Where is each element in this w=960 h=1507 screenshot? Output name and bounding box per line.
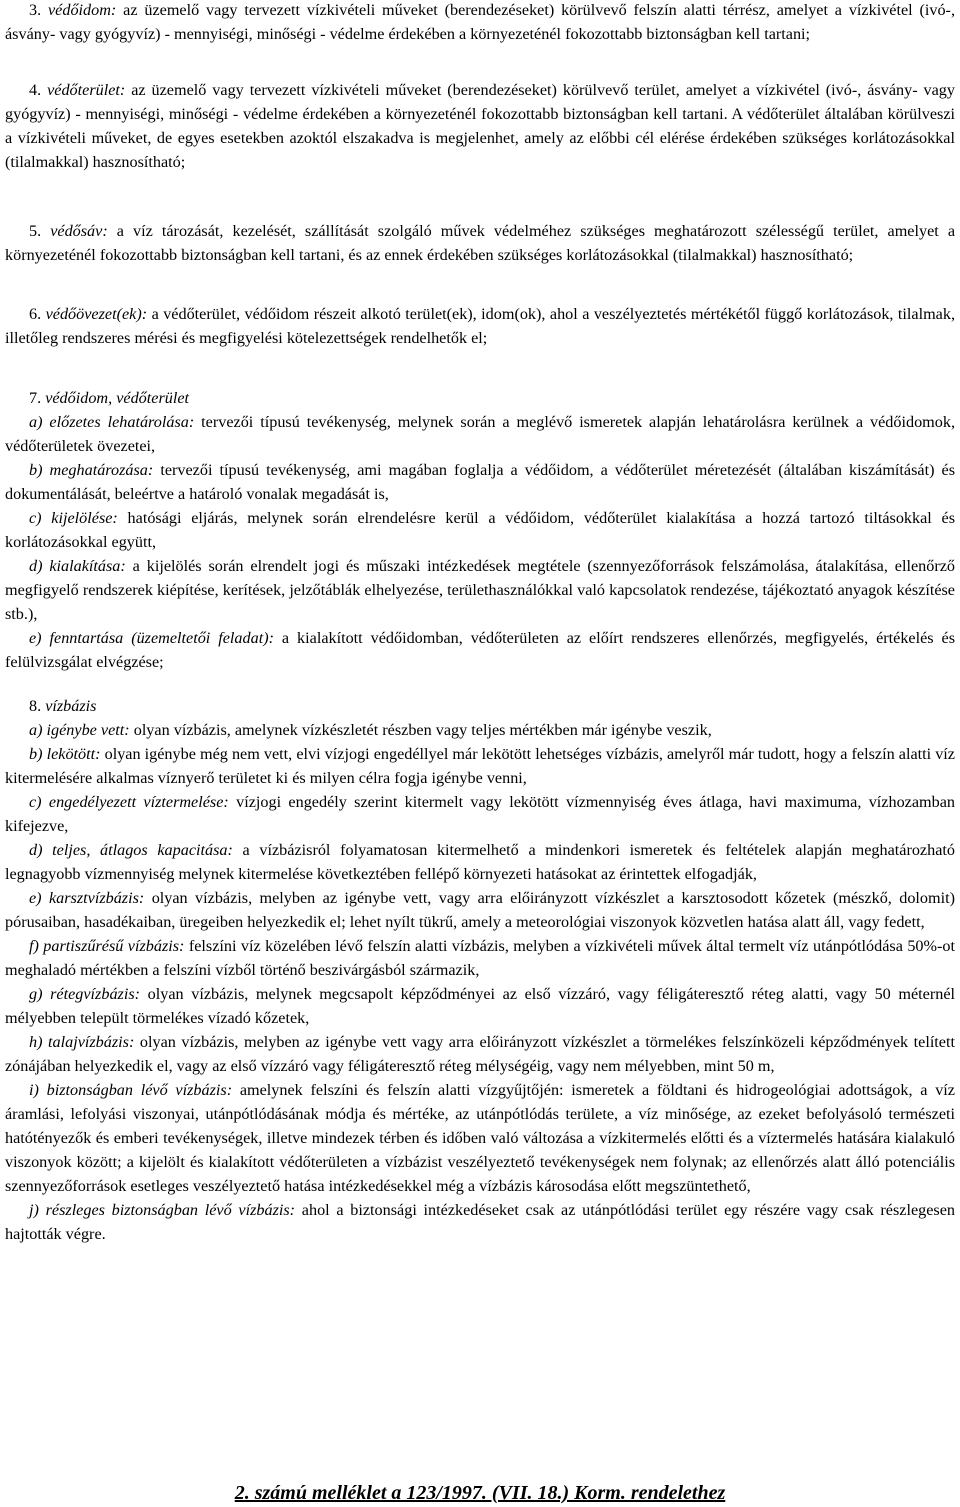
annex-heading: 2. számú melléklet a 123/1997. (VII. 18.) Korm. rendelethez [234,1482,726,1504]
sub-text: olyan igénybe még nem vett, elvi vízjogi engedéllyel már lekötött lehetséges vízbázis, amelyről már tudott, hogy a felszín alatti víz kitermelésére alkalmas víznyerő területet ki és milyen célra fogja igénybe venni, [5,745,955,787]
definition-5 [5,219,955,267]
sub-term: h) talajvízbázis: [29,1033,135,1051]
sub-text: olyan vízbázis, melyben az igénybe vett, vagy arra előirányzott vízkészlet a karsztosodott kőzetek (mészkő, dolomit) pórusaiban, hasadékaiban, üregeiben helyezkedik el; lehet nyílt tükrű, amely a meteorológiai viszonyok közvetlen hatása alatt áll, vagy fedett, [5,889,955,931]
sub-term: e) fenntartása (üzemeltetői feladat): [29,629,274,647]
item-number: 4. [29,81,48,99]
sub-text: olyan vízbázis, melyben az igénybe vett vagy arra előirányzott vízkészlet a törmelékes felszínközeli képződmények telített zónájában helyezkedik el, vagy az első vízzáró vagy féligáteresztő réteg mélységéig, vagy nem mélyebben, mint 50 m, [5,1033,955,1075]
sub-text: felszíni víz közelében lévő felszín alatti vízbázis, melyben a vízkivételi művek által termelt víz utánpótlódása 50%-ot meghaladó mértékben a felszíni vízből történő beszivárgásból származik, [5,937,955,979]
sub-text: hatósági eljárás, melynek során elrendelésre kerül a védőidom, védőterület kialakítása a hozzá tartozó tiltásokkal és korlátozásokkal együtt, [5,509,955,551]
sub-item [5,554,955,626]
sub-item [5,1030,955,1078]
sub-text: vízjogi engedély szerint kitermelt vagy lekötött vízmennyiség éves átlaga, havi maximuma, vízhozamban kifejezve, [5,793,956,835]
sub-item [5,718,955,742]
sub-term: f) partiszűrésű vízbázis: [29,937,185,955]
definition-7-heading [5,386,955,410]
definition-3 [5,0,955,46]
sub-text: olyan vízbázis, melynek megcsapolt képződményei az első vízzáró, vagy féligáteresztő réteg alatti, vagy 50 méternél mélyebben települt törmelékes vízadó kőzetek, [5,985,956,1027]
definition-6 [5,302,955,350]
defined-term: védőövezet(ek): [45,305,148,323]
sub-term: c) kijelölése: [29,509,118,527]
sub-item [5,506,955,554]
sub-item [5,1198,955,1246]
item-number: 3. [29,1,48,19]
defined-term: védőidom: [47,1,117,19]
defined-term: védősáv: [50,222,108,240]
sub-item [5,982,955,1030]
item-number: 7. [29,389,46,407]
sub-term: e) karsztvízbázis: [29,889,145,907]
sub-term: b) lekötött: [29,745,101,763]
sub-term: a) előzetes lehatárolása: [29,413,195,431]
sub-term: g) rétegvízbázis: [29,985,141,1003]
sub-term: i) biztonságban lévő vízbázis: [29,1081,233,1099]
item-number: 5. [29,222,51,240]
sub-term: a) igénybe vett: [29,721,130,739]
sub-item [5,790,955,838]
sub-term: d) kialakítása: [29,557,126,575]
sub-item [5,934,955,982]
definition-text: az üzemelő vagy tervezett vízkivételi műveket (berendezéseket) körülvevő terület, amelyet a vízkivétel (ivó-, ásvány- vagy gyógyvíz) - mennyiségi, minőségi - védelme érdekében a környezeténél fokozottabb biztonságban kell tartani. A védőterület általában körülveszi a vízkivételi műveket, de egyes esetekben azoktól elszakadva is megjelenhet, amely az előbbi cél elérése érdekében szükséges korlátozásokkal (tilalmakkal) hasznosítható; [5,81,955,171]
sub-item [5,886,955,934]
defined-term: védőidom, védőterület [45,389,190,407]
defined-term: védőterület: [47,81,126,99]
definition-text: a védőterület, védőidom részeit alkotó terület(ek), idom(ok), ahol a veszélyeztetés mértékétől függő korlátozások, tilalmak, illetőleg rendszeres mérési és megfigyelési kötelezettségek rendelhetők el; [5,305,956,347]
sub-text: a kijelölés során elrendelt jogi és műszaki intézkedések megtétele (szennyezőforrások felszámolása, átalakítása, ellenőrző megfigyelő rendszerek kiépítése, kerítések, jelzőtáblák elhelyezése, területhasználókkal való kapcsolatok rendezése, tájékoztató anyagok készítése stb.), [5,557,955,623]
definition-text: az üzemelő vagy tervezett vízkivételi műveket (berendezéseket) körülvevő felszín alatti térrész, amelyet a vízkivétel (ivó-, ásvány- vagy gyógyvíz) - mennyiségi, minőségi - védelme érdekében a környezeténél fokozottabb biztonságban kell tartani; [5,1,955,43]
definition-7 [5,386,955,674]
sub-text: a vízbázisról folyamatosan kitermelhető a mindenkori ismeretek és feltételek alapján meghatározható legnagyobb vízmennyiség melynek kitermelése következtében fellépő környezeti hatásokat az érintettek elfogadják, [5,841,955,883]
sub-item [5,742,955,790]
sub-term: b) meghatározása: [29,461,154,479]
sub-item [5,1078,955,1198]
sub-item [5,838,955,886]
sub-item [5,626,955,674]
defined-term: vízbázis [45,697,97,715]
sub-text: ahol a biztonsági intézkedéseket csak az utánpótlódási terület egy részére vagy csak részlegesen hajtották végre. [5,1201,955,1243]
sub-text: amelynek felszíni és felszín alatti vízgyűjtőjén: ismeretek a földtani és hidrogeológiai adottságok, a víz áramlási, lefolyási viszonyai, utánpótlódásának módja és mértéke, az utánpótlódás területe, a víz minősége, az ezeket befolyásoló természeti hatótényezők és emberi tevékenységek, illetve mindezek térben és időben való változása a vízkitermelés előtti és a víztermelés hatására kialakuló viszonyok között; a kijelölt és kialakított védőterületen a vízbázist veszélyeztető tevékenységek nem folynak; az ellenőrzés alatt álló potenciális szennyezőforrások esetleges veszélyeztető hatása intézkedésekkel még a vízbázis károsodása előtt megszüntethető, [5,1081,955,1195]
sub-term: j) részleges biztonságban lévő vízbázis: [29,1201,296,1219]
definition-text: a víz tározását, kezelését, szállítását szolgáló művek védelméhez szükséges meghatározott szélességű terület, amelyet a környezeténél fokozottabb biztonságban kell tartani, és az ennek érdekében szükséges korlátozásokkal (tilalmakkal) hasznosítható; [5,222,955,264]
sub-text: olyan vízbázis, amelynek vízkészletét részben vagy teljes mértékben már igénybe veszik, [129,721,712,739]
sub-term: d) teljes, átlagos kapacitása: [29,841,233,859]
definition-8-heading [5,694,955,718]
sub-term: c) engedélyezett víztermelése: [29,793,229,811]
sub-item [5,410,955,458]
sub-item [5,458,955,506]
item-number: 6. [29,305,46,323]
sub-text: tervezői típusú tevékenység, melynek során a meglévő ismeretek alapján lehatárolásra kerülnek a védőidomok, védőterületek övezetei, [5,413,956,455]
definition-8 [5,694,955,1246]
sub-text: a kialakított védőidomban, védőterületen az előírt rendszeres ellenőrzés, megfigyelés, értékelés és felülvizsgálat elvégzése; [5,629,956,671]
sub-text: tervezői típusú tevékenység, ami magában foglalja a védőidom, a védőterület méretezését (általában kiszámítását) és dokumentálását, beleértve a határoló vonalak megadását is, [5,461,956,503]
item-number: 8. [29,697,46,715]
definition-4 [5,78,955,174]
